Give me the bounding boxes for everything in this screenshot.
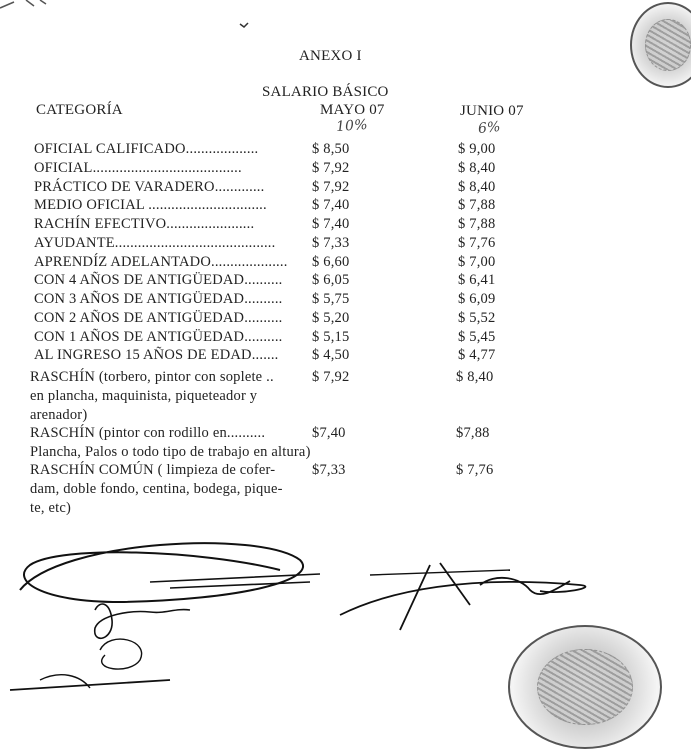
column-header-june: JUNIO 07 bbox=[460, 103, 524, 119]
may-value: $ 7,92 bbox=[312, 159, 350, 176]
category-label: AL INGRESO 15 AÑOS DE EDAD....... bbox=[34, 347, 279, 364]
category-label-line: RASCHÍN (torbero, pintor con soplete .. bbox=[30, 369, 274, 385]
category-label: OFICIAL CALIFICADO................... bbox=[34, 141, 259, 157]
official-seal-top bbox=[630, 2, 691, 88]
may-value: $ 7,92 bbox=[312, 178, 350, 195]
may-value: $ 5,75 bbox=[312, 291, 350, 307]
june-value: $ 8,40 bbox=[458, 178, 496, 195]
may-value: $ 6,05 bbox=[312, 272, 350, 289]
category-label-line: RASCHÍN COMÚN ( limpieza de cofer- bbox=[30, 462, 276, 478]
column-header-category: CATEGORÍA bbox=[36, 102, 123, 118]
june-value: $ 6,09 bbox=[458, 291, 496, 307]
may-value: $7,40 bbox=[312, 425, 346, 441]
june-value: $ 5,45 bbox=[458, 328, 496, 345]
category-label-line: en plancha, maquinista, piqueteador y bbox=[30, 388, 258, 404]
section-title: SALARIO BÁSICO bbox=[262, 84, 389, 100]
may-value: $ 7,33 bbox=[312, 234, 350, 251]
official-seal-bottom bbox=[508, 625, 662, 749]
handwritten-note-june: 6% bbox=[477, 118, 502, 138]
category-label-line: RASCHÍN (pintor con rodillo en.......... bbox=[30, 425, 266, 441]
june-value: $ 8,40 bbox=[456, 369, 494, 385]
may-value: $ 7,40 bbox=[312, 197, 350, 214]
may-value: $ 5,15 bbox=[312, 328, 350, 345]
scan-mark-top bbox=[238, 20, 252, 30]
category-label: OFICIAL....................................... bbox=[34, 159, 242, 176]
handwritten-note-may: 10% bbox=[335, 116, 369, 136]
june-value: $ 8,40 bbox=[458, 159, 496, 176]
category-label: APRENDÍZ ADELANTADO.................... bbox=[34, 253, 288, 270]
may-value: $ 5,20 bbox=[312, 309, 350, 326]
may-value: $ 7,40 bbox=[312, 216, 350, 232]
category-label-line: Plancha, Palos o todo tipo de trabajo en altura) bbox=[30, 444, 311, 460]
category-label: CON 3 AÑOS DE ANTIGÜEDAD.......... bbox=[34, 291, 283, 307]
category-label-line: arenador) bbox=[30, 407, 88, 423]
category-label: CON 1 AÑOS DE ANTIGÜEDAD.......... bbox=[34, 328, 283, 345]
may-value: $ 7,92 bbox=[312, 369, 350, 385]
june-value: $ 9,00 bbox=[458, 141, 496, 157]
scan-mark-top-left bbox=[0, 0, 60, 20]
may-value: $ 6,60 bbox=[312, 253, 350, 270]
column-header-may: MAYO 07 bbox=[320, 102, 385, 118]
june-value: $ 7,88 bbox=[458, 216, 496, 232]
annex-title: ANEXO I bbox=[299, 48, 362, 64]
category-label: AYUDANTE.......................................... bbox=[34, 234, 276, 251]
may-value: $ 4,50 bbox=[312, 347, 350, 364]
category-label: CON 4 AÑOS DE ANTIGÜEDAD.......... bbox=[34, 272, 283, 289]
june-value: $ 6,41 bbox=[458, 272, 496, 289]
june-value: $7,88 bbox=[456, 425, 490, 441]
category-label: PRÁCTICO DE VARADERO............. bbox=[34, 178, 265, 195]
may-value: $ 8,50 bbox=[312, 141, 350, 157]
signature-right bbox=[330, 545, 620, 635]
signature-left bbox=[0, 530, 330, 700]
category-label-line: dam, doble fondo, centina, bodega, pique- bbox=[30, 481, 283, 497]
june-value: $ 7,88 bbox=[458, 197, 496, 214]
june-value: $ 7,76 bbox=[456, 462, 494, 478]
category-label: CON 2 AÑOS DE ANTIGÜEDAD.......... bbox=[34, 309, 283, 326]
category-label: MEDIO OFICIAL ............................... bbox=[34, 197, 267, 214]
category-label-line: te, etc) bbox=[30, 500, 72, 516]
june-value: $ 7,76 bbox=[458, 234, 496, 251]
june-value: $ 7,00 bbox=[458, 253, 496, 270]
june-value: $ 5,52 bbox=[458, 309, 496, 326]
june-value: $ 4,77 bbox=[458, 347, 496, 364]
may-value: $7,33 bbox=[312, 462, 346, 478]
category-label: RACHÍN EFECTIVO....................... bbox=[34, 216, 255, 232]
